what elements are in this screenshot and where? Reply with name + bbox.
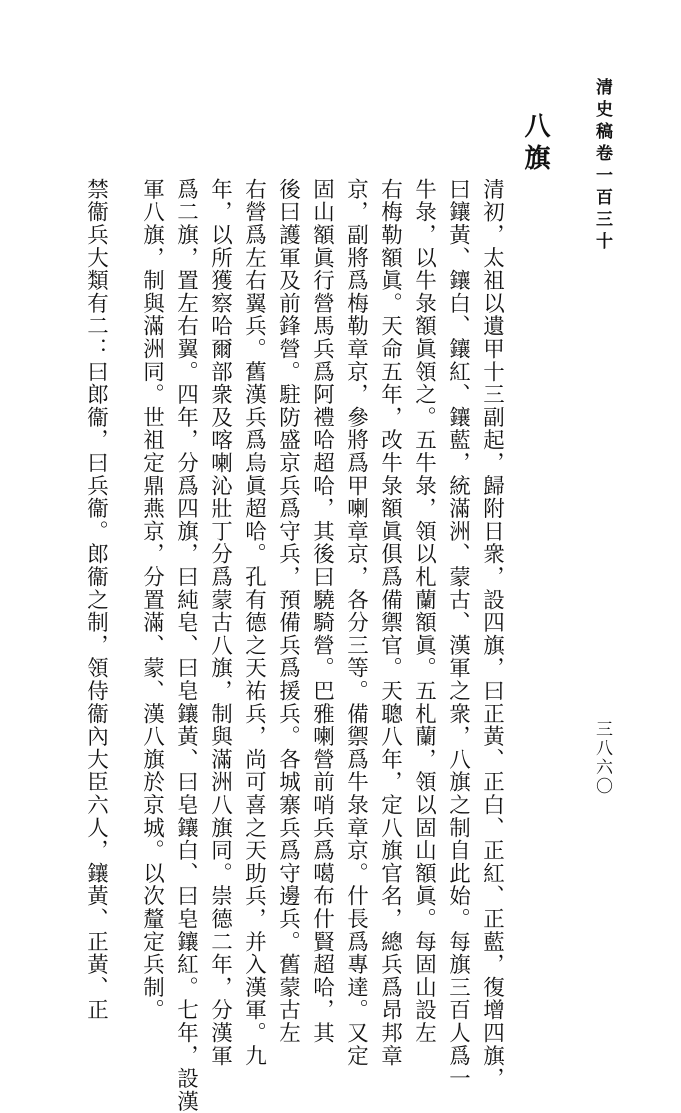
text-column: 右梅勒額眞。天命五年，改牛彔額眞俱爲備禦官。天聰八年，定八旗官名，總兵爲昂邦章: [377, 178, 403, 1068]
text-column: 京，副將爲梅勒章京，參將爲甲喇章京，各分三等。備禦爲牛彔章京。什長爲專達。又定: [343, 178, 369, 1068]
text-column: 右營爲左右翼兵。舊漢兵爲烏眞超哈。孔有德之天祐兵，尚可喜之天助兵，并入漢軍。九: [241, 178, 267, 1068]
text-column: 年，以所獲察哈爾部衆及喀喇沁壯丁分爲蒙古八旗，制與滿洲八旗同。崇德二年，分漢軍: [207, 178, 233, 1068]
section-heading: 八旗: [520, 112, 550, 176]
book-title: 清史稿卷一百三十: [592, 78, 612, 254]
page-number: 三八六〇: [592, 720, 612, 796]
text-column: 牛彔，以牛彔額眞領之。五牛彔，領以札蘭額眞。五札蘭，領以固山額眞。每固山設左: [411, 178, 437, 1045]
text-column: 固山額眞行營馬兵爲阿禮哈超哈，其後曰驍騎營。巴雅喇營前哨兵爲噶布什賢超哈，其: [309, 178, 335, 1045]
text-column: 禁衞兵大類有二：曰郎衞，曰兵衞。郎衞之制，領侍衞內大臣六人，鑲黃、正黃、正: [83, 178, 109, 1022]
text-column: 爲二旗，置左右翼。四年，分爲四旗，曰純皂、曰皂鑲黃、曰皂鑲白、曰皂鑲紅。七年，設漢: [173, 178, 199, 1113]
text-column: 曰鑲黃、鑲白、鑲紅、鑲藍，統滿洲、蒙古、漢軍之衆，八旗之制自此始。每旗三百人爲一: [445, 178, 471, 1090]
text-column: 清初，太祖以遺甲十三副起，歸附日衆，設四旗，曰正黃、正白、正紅、正藍，復增四旗，: [479, 178, 505, 1090]
text-column: 後曰護軍及前鋒營。駐防盛京兵爲守兵，預備兵爲援兵。各城寨兵爲守邊兵。舊蒙古左: [275, 178, 301, 1045]
text-column: 軍八旗，制與滿洲同。世祖定鼎燕京，分置滿、蒙、漢八旗於京城。以次釐定兵制。: [139, 178, 165, 1022]
